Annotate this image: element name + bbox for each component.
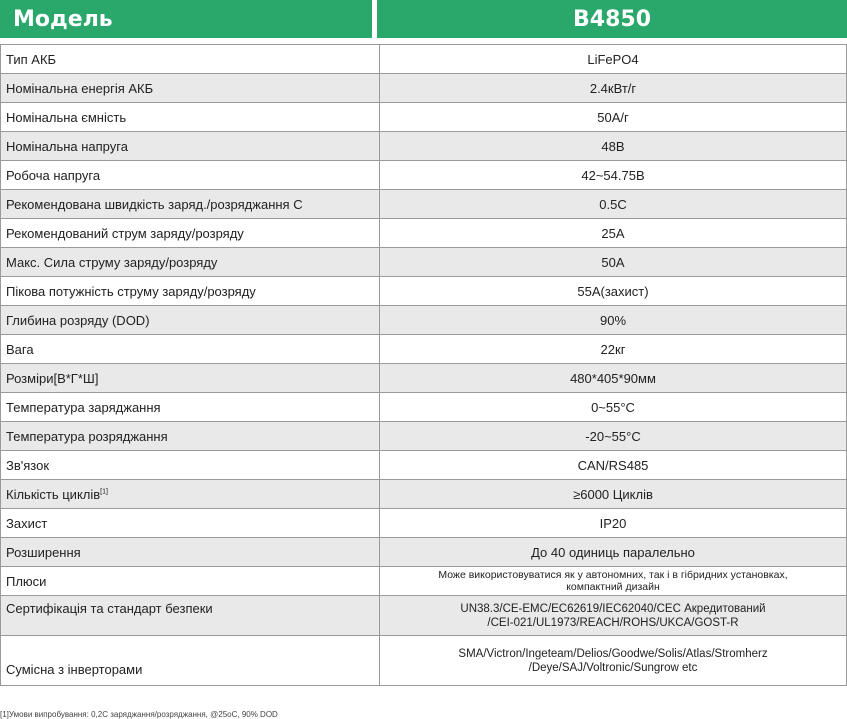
table-row [1,277,847,306]
table-row [1,636,847,686]
value-line: UN38.3/CE-EMC/EC62619/IEC62040/CEC Акредитований [460,602,766,615]
row-value: 48В [380,132,847,161]
model-heading: Модель [0,0,372,38]
row-value: CAN/RS485 [380,451,847,480]
row-label: Розміри[В*Г*Ш] [1,364,380,393]
table-row [1,596,847,636]
row-value: IP20 [380,509,847,538]
row-value: 42~54.75В [380,161,847,190]
table-row [1,509,847,538]
row-value [380,636,847,686]
row-value [380,596,847,636]
value-line: SMA/Victron/Ingeteam/Delios/Goodwe/Solis/Atlas/Stromherz [458,647,768,660]
spec-table [0,44,847,686]
table-row [1,45,847,74]
table-row [1,480,847,509]
table-row [1,103,847,132]
row-value: 55А(захист) [380,277,847,306]
row-label: Макс. Сила струму заряду/розряду [1,248,380,277]
row-value: До 40 одиниць паралельно [380,538,847,567]
table-row [1,74,847,103]
value-line: Може використовуватися як у автономних, так і в гібридних установках, [438,569,788,581]
row-value [380,567,847,596]
row-label: Сертифікація та стандарт безпеки [1,596,380,636]
row-label: Розширення [1,538,380,567]
table-row [1,190,847,219]
table-row [1,335,847,364]
value-line: компактний дизайн [566,581,660,593]
row-value: 0.5C [380,190,847,219]
row-value: LiFePO4 [380,45,847,74]
row-label: Рекомендована швидкість заряд./розряджання C [1,190,380,219]
table-row [1,538,847,567]
row-value: 22кг [380,335,847,364]
row-label: Номінальна ємність [1,103,380,132]
row-value: 90% [380,306,847,335]
row-value: 0~55°C [380,393,847,422]
table-header [0,0,847,38]
row-label: Зв'язок [1,451,380,480]
row-label: Сумісна з інверторами [1,636,380,686]
table-row [1,306,847,335]
row-label: Плюси [1,567,380,596]
table-row [1,219,847,248]
table-row [1,248,847,277]
row-label: Робоча напруга [1,161,380,190]
row-value: ≥6000 Циклів [380,480,847,509]
table-row [1,567,847,596]
table-row [1,451,847,480]
row-value: -20~55°C [380,422,847,451]
row-label: Пікова потужність струму заряду/розряду [1,277,380,306]
row-label: Температура розряджання [1,422,380,451]
row-label: Рекомендований струм заряду/розряду [1,219,380,248]
row-label: Номінальна напруга [1,132,380,161]
row-label [1,480,380,509]
model-name: B4850 [377,0,847,38]
value-line: /CEI-021/UL1973/REACH/ROHS/UKCA/GOST-R [487,616,739,629]
footnote-marker: [1] [100,488,108,496]
row-label: Захист [1,509,380,538]
row-label: Глибина розряду (DOD) [1,306,380,335]
row-label: Номінальна енергія АКБ [1,74,380,103]
table-row [1,161,847,190]
table-row [1,393,847,422]
row-value: 2.4кВт/г [380,74,847,103]
value-line: /Deye/SAJ/Voltronic/Sungrow etc [528,661,698,674]
row-label-text: Кількість циклів [6,486,101,502]
row-label: Вага [1,335,380,364]
row-value: 50А [380,248,847,277]
row-value: 50А/г [380,103,847,132]
row-value: 480*405*90мм [380,364,847,393]
row-value: 25А [380,219,847,248]
table-row [1,422,847,451]
table-row [1,132,847,161]
row-label: Тип АКБ [1,45,380,74]
footnote: [1]Умови випробування: 0,2С заряджання/розряджання, @25oC, 90% DOD [0,710,278,719]
table-row [1,364,847,393]
row-label: Температура заряджання [1,393,380,422]
